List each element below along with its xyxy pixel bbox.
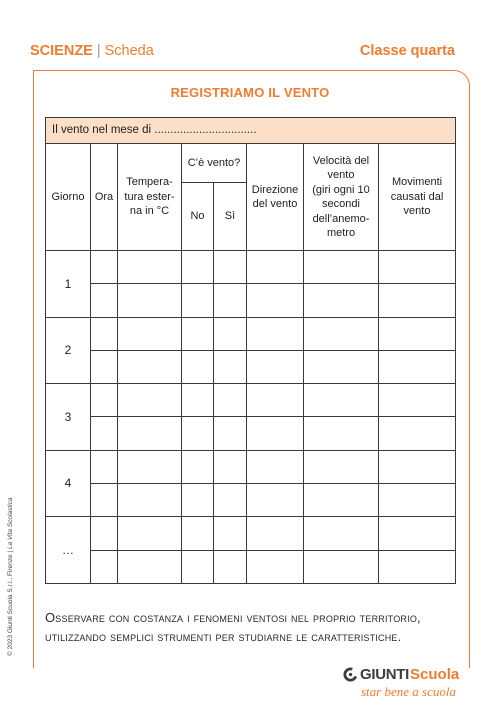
col-header-si: Sì xyxy=(214,183,247,251)
ora-entry-cell xyxy=(91,251,118,284)
movimenti-entry-cell xyxy=(379,350,456,383)
ora-entry-cell xyxy=(91,450,118,483)
ora-entry-cell xyxy=(91,350,118,383)
col-header-ora: Ora xyxy=(91,144,118,251)
velocita-entry-cell xyxy=(304,251,379,284)
temperatura-entry-cell xyxy=(118,484,182,517)
ora-entry-cell xyxy=(91,484,118,517)
no-entry-cell xyxy=(182,317,214,350)
temperatura-entry-cell xyxy=(118,450,182,483)
instructions-line-1: Osservare con costanza i fenomeni ventosi nel proprio territorio, xyxy=(45,610,421,625)
instructions-text xyxy=(45,608,421,646)
table-row xyxy=(46,417,456,450)
grade-label: Classe quarta xyxy=(359,43,455,59)
velocita-entry-cell xyxy=(304,484,379,517)
table-row xyxy=(46,350,456,383)
velocita-entry-cell xyxy=(304,350,379,383)
ora-entry-cell xyxy=(91,517,118,550)
col-header-movimenti: Movimenti causati dal vento xyxy=(379,144,456,251)
col-header-no: No xyxy=(182,183,214,251)
direzione-entry-cell xyxy=(247,384,304,417)
velocita-entry-cell xyxy=(304,550,379,583)
no-entry-cell xyxy=(182,350,214,383)
table-row xyxy=(46,450,456,483)
no-entry-cell xyxy=(182,450,214,483)
velocita-entry-cell xyxy=(304,450,379,483)
month-label: Il vento nel mese di ................................ xyxy=(46,118,456,144)
velocita-entry-cell xyxy=(304,284,379,317)
direzione-entry-cell xyxy=(247,350,304,383)
no-entry-cell xyxy=(182,484,214,517)
temperatura-entry-cell xyxy=(118,350,182,383)
ora-entry-cell xyxy=(91,284,118,317)
direzione-entry-cell xyxy=(247,417,304,450)
col-header-giorno: Giorno xyxy=(46,144,91,251)
no-entry-cell xyxy=(182,417,214,450)
col-header-direzione: Direzione del vento xyxy=(247,144,304,251)
direzione-entry-cell xyxy=(247,284,304,317)
movimenti-entry-cell xyxy=(379,517,456,550)
velocita-entry-cell xyxy=(304,517,379,550)
logo-wordmark xyxy=(343,666,459,684)
si-entry-cell xyxy=(214,350,247,383)
si-entry-cell xyxy=(214,484,247,517)
wind-record-table xyxy=(45,117,456,584)
col-header-vento: C’è vento? xyxy=(182,144,247,183)
logo-tagline: star bene a scuola xyxy=(361,684,456,699)
movimenti-entry-cell xyxy=(379,450,456,483)
movimenti-entry-cell xyxy=(379,417,456,450)
table-row xyxy=(46,317,456,350)
header-row xyxy=(46,144,456,183)
subject-heading xyxy=(30,43,154,59)
table-row xyxy=(46,251,456,284)
col-header-velocita: Velocità del vento (giri ogni 10 secondi dell’anemo- metro xyxy=(304,144,379,251)
temperatura-entry-cell xyxy=(118,517,182,550)
copyright-notice xyxy=(6,498,15,656)
subject-label: SCIENZE xyxy=(30,43,93,59)
table-row xyxy=(46,517,456,550)
velocita-entry-cell xyxy=(304,417,379,450)
month-row xyxy=(46,118,456,144)
copyright-publication: La Vita Scolastica xyxy=(7,497,14,550)
no-entry-cell xyxy=(182,550,214,583)
day-cell: 3 xyxy=(46,384,91,451)
temperatura-entry-cell xyxy=(118,384,182,417)
si-entry-cell xyxy=(214,384,247,417)
si-entry-cell xyxy=(214,284,247,317)
logo-brand: GIUNTI xyxy=(360,666,410,683)
si-entry-cell xyxy=(214,417,247,450)
direzione-entry-cell xyxy=(247,317,304,350)
col-header-temperatura: Tempera- tura ester- na in °C xyxy=(118,144,182,251)
si-entry-cell xyxy=(214,517,247,550)
si-entry-cell xyxy=(214,317,247,350)
day-cell: … xyxy=(46,517,91,584)
table-row xyxy=(46,550,456,583)
page-title: REGISTRIAMO IL VENTO xyxy=(170,85,330,100)
day-cell: 2 xyxy=(46,317,91,384)
no-entry-cell xyxy=(182,384,214,417)
temperatura-entry-cell xyxy=(118,550,182,583)
movimenti-entry-cell xyxy=(379,384,456,417)
giunti-swirl-icon xyxy=(343,667,358,682)
temperatura-entry-cell xyxy=(118,284,182,317)
direzione-entry-cell xyxy=(247,517,304,550)
instructions-line-2: utilizzando semplici strumenti per studiarne le caratteristiche. xyxy=(45,629,402,644)
movimenti-entry-cell xyxy=(379,284,456,317)
no-entry-cell xyxy=(182,517,214,550)
ora-entry-cell xyxy=(91,317,118,350)
day-cell: 1 xyxy=(46,251,91,318)
copyright-text: © 2023 Giunti Scuola S.r.l., Firenze | xyxy=(7,549,14,656)
publisher-logo xyxy=(343,666,458,706)
movimenti-entry-cell xyxy=(379,317,456,350)
ora-entry-cell xyxy=(91,550,118,583)
ora-entry-cell xyxy=(91,417,118,450)
movimenti-entry-cell xyxy=(379,251,456,284)
no-entry-cell xyxy=(182,284,214,317)
direzione-entry-cell xyxy=(247,550,304,583)
table-row xyxy=(46,484,456,517)
temperatura-entry-cell xyxy=(118,417,182,450)
table-row xyxy=(46,384,456,417)
velocita-entry-cell xyxy=(304,317,379,350)
movimenti-entry-cell xyxy=(379,550,456,583)
sheet-type-label: Scheda xyxy=(104,43,154,59)
logo-brand-suffix: Scuola xyxy=(410,666,460,683)
heading-separator: | xyxy=(96,43,101,59)
si-entry-cell xyxy=(214,550,247,583)
si-entry-cell xyxy=(214,450,247,483)
si-entry-cell xyxy=(214,251,247,284)
velocita-entry-cell xyxy=(304,384,379,417)
temperatura-entry-cell xyxy=(118,317,182,350)
no-entry-cell xyxy=(182,251,214,284)
direzione-entry-cell xyxy=(247,251,304,284)
direzione-entry-cell xyxy=(247,484,304,517)
ora-entry-cell xyxy=(91,384,118,417)
direzione-entry-cell xyxy=(247,450,304,483)
table-row xyxy=(46,284,456,317)
day-cell: 4 xyxy=(46,450,91,517)
temperatura-entry-cell xyxy=(118,251,182,284)
movimenti-entry-cell xyxy=(379,484,456,517)
